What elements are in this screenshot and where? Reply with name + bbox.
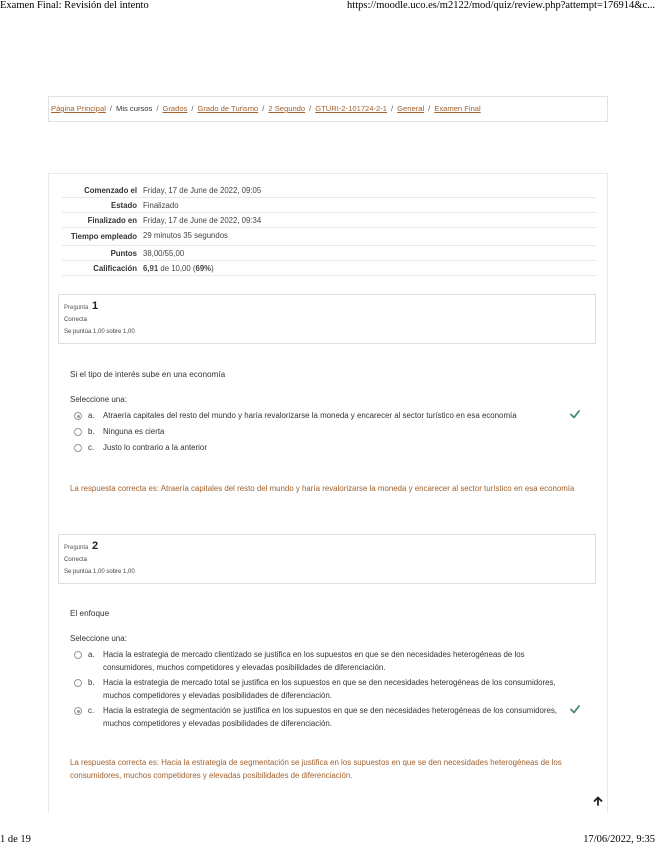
grade-out-of: de 10,00 xyxy=(160,264,191,273)
question-state: Correcta xyxy=(64,317,88,323)
print-page-title: Examen Final: Revisión del intento xyxy=(0,0,149,11)
breadcrumb-separator: / xyxy=(191,104,194,113)
question-grade: Se puntúa 1,00 sobre 1,00 xyxy=(64,329,135,335)
answer-option[interactable] xyxy=(74,426,574,439)
question-text-1: Si el tipo de interés sube en una economía xyxy=(70,370,226,379)
breadcrumb xyxy=(48,96,608,122)
radio-button[interactable] xyxy=(74,428,82,436)
correct-answer-feedback-1: La respuesta correcta es: Atraería capitales del resto del mundo y haría revalorizarse la moneda y encarecer al sector turístico en esa economía xyxy=(70,484,575,493)
question-word: Pregunta xyxy=(64,305,89,311)
summary-value: 38,00/55,00 xyxy=(143,249,185,258)
breadcrumb-grados[interactable]: Grados xyxy=(162,104,188,113)
summary-label: Puntos xyxy=(110,249,137,258)
summary-label: Finalizado en xyxy=(87,216,137,225)
breadcrumb-separator: / xyxy=(391,104,394,113)
question-info-2 xyxy=(58,534,596,584)
grade-percent: 69% xyxy=(195,264,212,273)
check-icon xyxy=(570,704,580,714)
breadcrumb-exam[interactable]: Examen Final xyxy=(434,104,481,113)
answer-letter: b. xyxy=(88,427,95,436)
breadcrumb-separator: / xyxy=(428,104,431,113)
summary-row-state xyxy=(62,198,596,213)
question-word: Pregunta xyxy=(64,545,89,551)
question-text-2: El enfoque xyxy=(70,609,110,618)
summary-value: 29 minutos 35 segundos xyxy=(143,231,228,240)
breadcrumb-separator: / xyxy=(109,104,113,113)
summary-label: Estado xyxy=(111,201,137,210)
check-icon xyxy=(570,409,580,419)
question-number-value: 1 xyxy=(92,300,99,312)
summary-value: Finalizado xyxy=(143,201,179,210)
print-page-number: 1 de 19 xyxy=(0,834,31,845)
breadcrumb-grado-turismo[interactable]: Grado de Turismo xyxy=(197,104,259,113)
breadcrumb-segundo[interactable]: 2 Segundo xyxy=(268,104,306,113)
question-state: Correcta xyxy=(64,557,88,563)
answer-letter: c. xyxy=(88,443,95,452)
arrow-up-icon[interactable] xyxy=(592,795,604,807)
answer-text: Justo lo contrario a la anterior xyxy=(103,443,207,452)
answer-option[interactable] xyxy=(74,649,574,674)
print-url: https://moodle.uco.es/m2122/mod/quiz/review.php?attempt=176914&c... xyxy=(347,0,655,11)
radio-button[interactable] xyxy=(74,707,82,715)
radio-button[interactable] xyxy=(74,679,82,687)
answer-text: Ninguna es cierta xyxy=(103,427,165,436)
answer-letter: a. xyxy=(88,411,95,420)
answer-option[interactable] xyxy=(74,677,574,702)
summary-label: Tiempo empleado xyxy=(70,232,137,241)
question-grade: Se puntúa 1,00 sobre 1,00 xyxy=(64,569,135,575)
summary-value: 6,91 de 10,00 (69%) xyxy=(143,264,214,273)
summary-value: Friday, 17 de June de 2022, 09:05 xyxy=(143,186,262,195)
answer-option[interactable] xyxy=(74,705,574,730)
print-header xyxy=(0,0,655,14)
summary-label: Comenzado el xyxy=(84,186,137,195)
answer-option[interactable] xyxy=(74,442,574,455)
breadcrumb-separator: / xyxy=(309,104,312,113)
radio-button[interactable] xyxy=(74,412,82,420)
select-one-prompt: Seleccione una: xyxy=(70,634,127,643)
summary-row-finished xyxy=(62,213,596,228)
summary-row-points xyxy=(62,246,596,261)
question-number-value: 2 xyxy=(92,540,99,552)
answer-option[interactable] xyxy=(74,410,574,423)
answer-letter: c. xyxy=(88,706,95,715)
grade-score: 6,91 xyxy=(143,264,159,273)
breadcrumb-home[interactable]: Página Principal xyxy=(51,104,106,113)
print-datetime: 17/06/2022, 9:35 xyxy=(583,834,655,845)
summary-label: Calificación xyxy=(93,264,137,273)
question-number xyxy=(64,540,590,552)
question-number xyxy=(64,300,590,312)
answer-text: Atraería capitales del resto del mundo y haría revalorizarse la moneda y encarecer al sector turístico en esa economía xyxy=(103,411,517,420)
answer-text: Hacia la estrategia de segmentación se justifica en los supuestos en que se den necesidades heterogéneas de los consumidores, muchos competidores y elevadas posibilidades de diferenciación. xyxy=(103,706,557,728)
radio-button[interactable] xyxy=(74,651,82,659)
summary-row-started xyxy=(62,183,596,198)
answer-letter: b. xyxy=(88,678,95,687)
print-footer xyxy=(0,834,655,848)
question-info-1 xyxy=(58,294,596,344)
radio-button[interactable] xyxy=(74,444,82,452)
answer-letter: a. xyxy=(88,650,95,659)
select-one-prompt: Seleccione una: xyxy=(70,395,127,404)
answer-text: Hacia la estrategia de mercado total se justifica en los supuestos en que se den necesidades heterogéneas de los consumidores, muchos competidores y elevadas posibilidades de diferenciación. xyxy=(103,678,556,700)
breadcrumb-separator: / xyxy=(156,104,159,113)
breadcrumb-general[interactable]: General xyxy=(397,104,425,113)
breadcrumb-my-courses: Mis cursos xyxy=(116,104,153,113)
attempt-summary xyxy=(62,183,596,276)
correct-answer-feedback-2: La respuesta correcta es: Hacia la estrategia de segmentación se justifica en los supuestos en que se den necesidades heterogéneas de los consumidores, muchos competidores y elevadas posibilidades de diferenciación. xyxy=(70,758,562,780)
breadcrumb-separator: / xyxy=(262,104,265,113)
breadcrumb-course[interactable]: GTURI-2-101724-2-1 xyxy=(315,104,387,113)
answer-text: Hacia la estrategia de mercado clientizado se justifica en los supuestos en que se den necesidades heterogéneas de los consumidores, muchos competidores y elevadas posibilidades de diferenciación. xyxy=(103,650,525,672)
summary-row-time xyxy=(62,228,596,246)
summary-row-grade xyxy=(62,261,596,276)
summary-value: Friday, 17 de June de 2022, 09:34 xyxy=(143,216,262,225)
